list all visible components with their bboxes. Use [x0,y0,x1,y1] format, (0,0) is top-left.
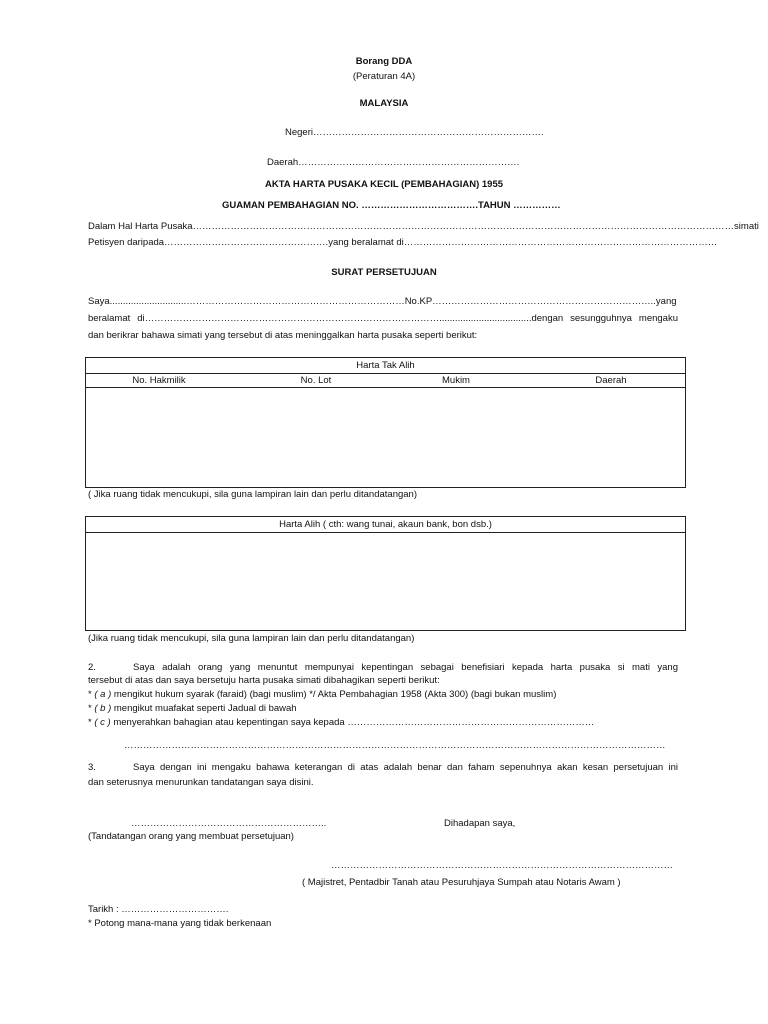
immovable-table-note: ( Jika ruang tidak mencukupi, sila guna lampiran lain dan perlu ditandatangan) [88,489,418,500]
form-title: Borang DDA [355,56,413,67]
case-number-line[interactable]: GUAMAN PEMBAHAGIAN NO. ……………………………….TAHUN …………… [222,200,561,211]
act-title: AKTA HARTA PUSAKA KECIL (PEMBAHAGIAN) 1955 [264,179,504,190]
movable-entry-area[interactable] [86,533,685,630]
estate-line[interactable]: Dalam Hal Harta Pusaka………………………………………………………………………………………………………………………………………………………simati [88,221,759,232]
column-header-district: Daerah [595,375,627,386]
declarant-name-line[interactable]: Saya.............................……………………………………………………………No.KP……………………………………………………………..yang [88,296,677,307]
option-c[interactable] [88,717,594,728]
immovable-table-title: Harta Tak Alih [356,360,415,371]
movable-property-table [85,516,686,631]
district-field[interactable]: Daerah……………………………………………………………. [267,157,520,168]
footnote: * Potong mana-mana yang tidak berkenaan [88,918,272,929]
declarant-signature-label: (Tandatangan orang yang membuat persetujuan) [88,831,294,842]
regulation-reference: (Peraturan 4A) [352,71,416,82]
witness-signature-label: ( Majistret, Pentadbir Tanah atau Pesuruhjaya Sumpah atau Notaris Awam ) [302,877,621,888]
option-c-mark: ( c ) [94,717,111,728]
option-a-text: mengikut hukum syarak (faraid) (bagi muslim) */ Akta Pembahagian 1958 (Akta 300) (bagi bukan muslim) [111,689,557,700]
option-b-text: mengikut muafakat seperti Jadual di bawah [111,703,297,714]
option-b[interactable] [88,703,297,714]
witness-intro: Dihadapan saya, [444,818,516,829]
declarant-statement-line: dan berikrar bahawa simati yang tersebut di atas meninggalkan harta pusaka seperti berikut: [88,330,478,341]
asterisk-mark: * [88,689,95,700]
immovable-property-table [85,357,686,488]
table-divider [86,373,685,374]
date-field[interactable]: Tarikh : ……………………………. [88,904,229,915]
option-b-mark: ( b ) [94,703,112,714]
country-heading: MALAYSIA [359,98,409,109]
movable-table-title: Harta Alih ( cth: wang tunai, akaun bank, bon dsb.) [279,519,492,530]
movable-table-note: (Jika ruang tidak mencukupi, sila guna lampiran lain dan perlu ditandatangan) [88,633,415,644]
option-c-text: menyerahkan bahagian atau kepentingan saya kepada …………………………………………………………………… [110,717,595,728]
witness-signature-field[interactable]: ……………………………………………………………………………………………… [331,860,673,871]
state-field[interactable]: Negeri………………………………………………………………. [285,127,544,138]
column-header-title-number: No. Hakmilik [132,375,186,386]
option-a-mark: ( a ) [94,689,112,700]
clause-2-line-2: tersebut di atas dan saya bersetuju harta pusaka simati dibahagikan seperti berikut: [88,675,440,686]
option-a[interactable] [88,689,556,700]
column-header-lot-number: No. Lot [300,375,332,386]
column-header-mukim: Mukim [442,375,470,386]
asterisk-mark: * [88,717,95,728]
clause-3-line-2: dan seterusnya menurunkan tandatangan saya disini. [88,777,314,788]
clause-3-number: 3. [88,762,96,773]
clause-3-line-1: Saya dengan ini mengaku bahawa keterangan di atas adalah benar dan faham sepenuhnya akan kesan persetujuan ini [133,762,678,773]
petition-line[interactable]: Petisyen daripada…………………………………………….yang beralamat di……………………………………………………………………………………… [88,237,718,248]
option-c-continuation-field[interactable]: ……………………………………………………………………………………………………………………………………………………… [124,740,666,751]
declarant-address-line[interactable]: beralamat di…………………………………………………………………………………...................................dengan sesungguhnya mengaku [88,313,678,324]
clause-2-number: 2. [88,662,96,673]
consent-title: SURAT PERSETUJUAN [331,267,437,278]
asterisk-mark: * [88,703,95,714]
declarant-signature-field[interactable]: …………………………………………………….. [131,818,327,829]
clause-2-line-1: Saya adalah orang yang menuntut mempunyai kepentingan sebagai benefisiari kepada harta pusaka si mati yang [133,662,678,673]
immovable-entry-area[interactable] [86,388,685,487]
